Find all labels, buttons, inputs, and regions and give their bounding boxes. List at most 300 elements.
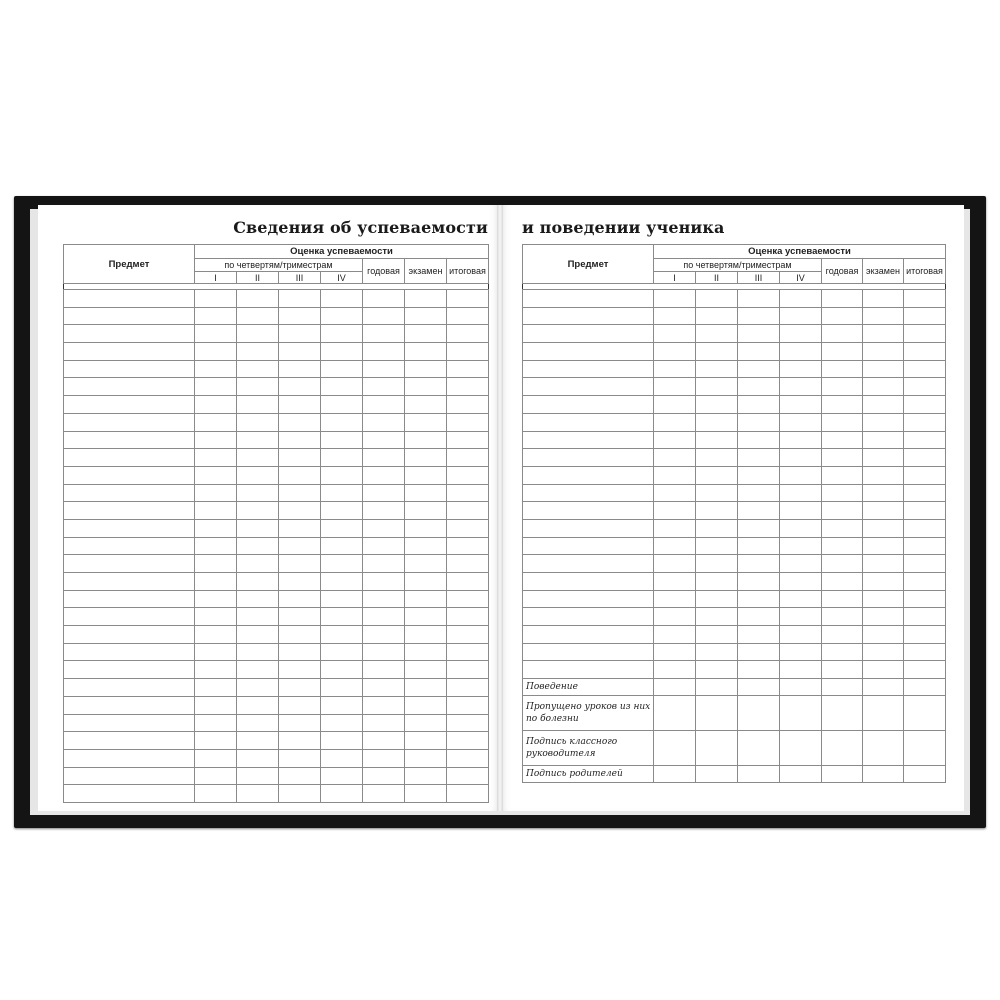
grade-cell	[405, 290, 447, 308]
grade-cell	[904, 378, 946, 396]
table-row	[64, 679, 489, 697]
subject-cell	[523, 325, 654, 343]
grade-cell	[822, 431, 863, 449]
grade-cell	[447, 661, 489, 679]
grade-cell	[321, 431, 363, 449]
grade-cell	[904, 484, 946, 502]
grade-cell	[447, 378, 489, 396]
grade-cell	[696, 484, 738, 502]
grade-cell	[738, 413, 780, 431]
grade-cell	[363, 360, 405, 378]
grade-cell	[822, 731, 863, 766]
grade-cell	[279, 749, 321, 767]
grade-cell	[321, 785, 363, 803]
grade-cell	[321, 555, 363, 573]
grade-cell	[780, 449, 822, 467]
grade-cell	[904, 555, 946, 573]
grade-cell	[738, 484, 780, 502]
grade-cell	[447, 573, 489, 591]
grade-cell	[279, 679, 321, 697]
subject-cell	[64, 767, 195, 785]
subject-cell	[64, 449, 195, 467]
table-row	[523, 449, 946, 467]
grade-cell	[279, 396, 321, 414]
grade-cell	[696, 290, 738, 308]
grade-cell	[780, 696, 822, 731]
table-row	[523, 466, 946, 484]
grade-cell	[195, 590, 237, 608]
grade-cell	[696, 449, 738, 467]
grade-cell	[822, 643, 863, 661]
grade-cell	[237, 767, 279, 785]
subject-cell	[64, 537, 195, 555]
grade-cell	[863, 679, 904, 696]
table-row	[523, 626, 946, 644]
grade-cell	[780, 325, 822, 343]
grade-cell	[654, 484, 696, 502]
right-table-body	[523, 290, 946, 783]
grade-cell	[822, 396, 863, 414]
extra-row-label: Подпись родителей	[523, 766, 654, 783]
grade-cell	[405, 714, 447, 732]
subject-cell	[523, 360, 654, 378]
grade-cell	[654, 679, 696, 696]
grade-cell	[738, 608, 780, 626]
grade-caption: Оценка успеваемости	[654, 245, 946, 259]
grade-cell	[654, 396, 696, 414]
grade-cell	[822, 484, 863, 502]
grade-cell	[195, 643, 237, 661]
grade-cell	[405, 378, 447, 396]
grade-cell	[405, 449, 447, 467]
grade-cell	[780, 431, 822, 449]
grade-cell	[904, 537, 946, 555]
grade-cell	[195, 396, 237, 414]
grade-cell	[447, 749, 489, 767]
grade-cell	[696, 537, 738, 555]
grade-cell	[363, 290, 405, 308]
grade-cell	[237, 360, 279, 378]
grade-cell	[237, 502, 279, 520]
grade-cell	[738, 626, 780, 644]
grade-cell	[822, 555, 863, 573]
subject-cell	[64, 519, 195, 537]
subject-cell	[523, 502, 654, 520]
grade-cell	[738, 396, 780, 414]
grade-cell	[904, 343, 946, 361]
grade-cell	[696, 396, 738, 414]
grade-cell	[279, 502, 321, 520]
grade-cell	[780, 643, 822, 661]
table-row	[64, 537, 489, 555]
subject-cell	[523, 396, 654, 414]
grade-cell	[780, 290, 822, 308]
grade-cell	[321, 714, 363, 732]
grade-cell	[738, 431, 780, 449]
subject-cell	[64, 696, 195, 714]
grade-cell	[279, 555, 321, 573]
table-row	[523, 360, 946, 378]
grade-cell	[237, 785, 279, 803]
grade-cell	[738, 343, 780, 361]
extra-row	[523, 766, 946, 783]
grade-cell	[904, 608, 946, 626]
grade-cell	[363, 555, 405, 573]
grade-cell	[321, 396, 363, 414]
grade-cell	[696, 590, 738, 608]
grade-cell	[780, 555, 822, 573]
right-page-title: и поведении ученика	[522, 218, 725, 237]
table-row	[64, 590, 489, 608]
grade-cell	[321, 502, 363, 520]
extra-row	[523, 696, 946, 731]
grade-cell	[654, 378, 696, 396]
grade-cell	[237, 661, 279, 679]
book-gutter	[497, 205, 503, 811]
grade-cell	[696, 502, 738, 520]
table-row	[64, 484, 489, 502]
grade-cell	[279, 661, 321, 679]
grade-cell	[195, 608, 237, 626]
grade-cell	[904, 731, 946, 766]
grade-cell	[780, 307, 822, 325]
subject-cell	[64, 661, 195, 679]
subject-cell	[64, 466, 195, 484]
grade-cell	[696, 608, 738, 626]
grade-cell	[822, 696, 863, 731]
subject-header: Предмет	[523, 245, 654, 284]
grade-cell	[447, 696, 489, 714]
grade-cell	[405, 466, 447, 484]
grade-cell	[237, 343, 279, 361]
grade-cell	[237, 608, 279, 626]
grade-cell	[363, 732, 405, 750]
grade-cell	[822, 766, 863, 783]
grade-cell	[405, 307, 447, 325]
grade-cell	[321, 360, 363, 378]
grade-cell	[405, 696, 447, 714]
grade-cell	[696, 731, 738, 766]
grade-cell	[863, 502, 904, 520]
grade-cell	[780, 766, 822, 783]
grade-cell	[405, 343, 447, 361]
grade-cell	[279, 449, 321, 467]
grade-cell	[363, 608, 405, 626]
grade-cell	[780, 502, 822, 520]
table-row	[523, 343, 946, 361]
grade-cell	[863, 573, 904, 591]
grade-cell	[321, 590, 363, 608]
grade-cell	[696, 766, 738, 783]
table-row	[523, 661, 946, 679]
grade-cell	[195, 679, 237, 697]
grade-cell	[654, 590, 696, 608]
subject-cell	[64, 555, 195, 573]
grade-cell	[822, 608, 863, 626]
grade-cell	[195, 732, 237, 750]
grade-cell	[279, 431, 321, 449]
subject-cell	[523, 643, 654, 661]
table-row	[64, 325, 489, 343]
subject-cell	[64, 343, 195, 361]
grade-cell	[738, 519, 780, 537]
subject-cell	[64, 396, 195, 414]
subject-cell	[523, 466, 654, 484]
grade-cell	[738, 679, 780, 696]
grade-cell	[321, 679, 363, 697]
grade-cell	[904, 413, 946, 431]
grade-cell	[863, 626, 904, 644]
grade-cell	[654, 502, 696, 520]
grade-cell	[237, 290, 279, 308]
grade-cell	[321, 449, 363, 467]
table-row	[523, 519, 946, 537]
grade-cell	[863, 466, 904, 484]
table-row	[64, 307, 489, 325]
quarter-2-header: II	[237, 272, 279, 284]
grade-cell	[904, 590, 946, 608]
grade-cell	[447, 290, 489, 308]
grade-cell	[738, 290, 780, 308]
grade-cell	[321, 466, 363, 484]
grade-cell	[279, 290, 321, 308]
grade-cell	[696, 360, 738, 378]
table-row	[64, 396, 489, 414]
grade-cell	[237, 732, 279, 750]
grade-cell	[363, 396, 405, 414]
grade-cell	[321, 307, 363, 325]
grade-cell	[363, 679, 405, 697]
grade-cell	[363, 785, 405, 803]
grade-cell	[279, 767, 321, 785]
grade-cell	[780, 537, 822, 555]
quarter-3-header: III	[738, 272, 780, 284]
subject-header: Предмет	[64, 245, 195, 284]
grade-cell	[738, 325, 780, 343]
grade-cell	[738, 307, 780, 325]
subject-cell	[64, 749, 195, 767]
grade-cell	[363, 307, 405, 325]
table-row	[64, 360, 489, 378]
grade-cell	[447, 519, 489, 537]
grade-cell	[822, 378, 863, 396]
grade-cell	[363, 714, 405, 732]
table-row	[523, 643, 946, 661]
grade-cell	[738, 590, 780, 608]
grade-cell	[279, 413, 321, 431]
grade-cell	[447, 413, 489, 431]
grade-cell	[321, 661, 363, 679]
grade-cell	[696, 643, 738, 661]
grade-cell	[780, 608, 822, 626]
grade-cell	[863, 431, 904, 449]
table-row	[64, 785, 489, 803]
grade-cell	[195, 484, 237, 502]
grade-cell	[405, 643, 447, 661]
grade-cell	[405, 519, 447, 537]
grade-cell	[822, 307, 863, 325]
grade-cell	[654, 696, 696, 731]
subject-cell	[64, 325, 195, 343]
quarter-3-header: III	[279, 272, 321, 284]
grade-cell	[237, 431, 279, 449]
grade-cell	[738, 573, 780, 591]
grade-cell	[279, 573, 321, 591]
grade-cell	[863, 766, 904, 783]
final-header: итоговая	[904, 259, 946, 284]
grade-cell	[279, 732, 321, 750]
table-row	[64, 661, 489, 679]
grade-cell	[237, 537, 279, 555]
grade-cell	[447, 537, 489, 555]
grade-cell	[654, 431, 696, 449]
grade-cell	[822, 502, 863, 520]
grade-cell	[738, 766, 780, 783]
subject-cell	[64, 590, 195, 608]
table-row	[523, 431, 946, 449]
subject-cell	[523, 343, 654, 361]
grade-cell	[405, 360, 447, 378]
table-row	[64, 767, 489, 785]
grade-cell	[405, 767, 447, 785]
grade-cell	[405, 537, 447, 555]
grade-cell	[447, 325, 489, 343]
grade-cell	[904, 290, 946, 308]
grade-cell	[447, 466, 489, 484]
subject-cell	[64, 431, 195, 449]
grade-cell	[237, 555, 279, 573]
subject-cell	[64, 484, 195, 502]
grade-cell	[447, 360, 489, 378]
grade-cell	[363, 696, 405, 714]
grade-cell	[654, 731, 696, 766]
grade-cell	[863, 360, 904, 378]
grade-cell	[696, 431, 738, 449]
grade-cell	[780, 679, 822, 696]
table-row	[523, 502, 946, 520]
subject-cell	[64, 785, 195, 803]
grade-cell	[279, 608, 321, 626]
grade-cell	[237, 396, 279, 414]
subject-cell	[523, 608, 654, 626]
table-row	[523, 378, 946, 396]
grade-cell	[321, 749, 363, 767]
grade-cell	[780, 396, 822, 414]
grade-cell	[447, 785, 489, 803]
grade-cell	[780, 466, 822, 484]
subject-cell	[523, 555, 654, 573]
grade-cell	[279, 696, 321, 714]
grade-cell	[863, 590, 904, 608]
annual-header: годовая	[363, 259, 405, 284]
table-row	[64, 573, 489, 591]
subject-cell	[523, 449, 654, 467]
grade-cell	[237, 714, 279, 732]
grade-cell	[738, 360, 780, 378]
grade-cell	[237, 378, 279, 396]
grade-cell	[654, 573, 696, 591]
grade-cell	[195, 413, 237, 431]
grade-cell	[863, 325, 904, 343]
grade-cell	[321, 608, 363, 626]
grade-cell	[321, 378, 363, 396]
grade-cell	[738, 643, 780, 661]
grade-cell	[904, 431, 946, 449]
grade-cell	[195, 360, 237, 378]
grade-cell	[321, 343, 363, 361]
grade-cell	[405, 484, 447, 502]
table-row	[523, 325, 946, 343]
table-row	[523, 396, 946, 414]
table-row	[64, 378, 489, 396]
grade-cell	[279, 590, 321, 608]
grade-cell	[405, 396, 447, 414]
subject-cell	[64, 679, 195, 697]
grade-cell	[822, 590, 863, 608]
grade-cell	[447, 767, 489, 785]
grade-cell	[738, 378, 780, 396]
grade-cell	[738, 661, 780, 679]
grade-cell	[822, 449, 863, 467]
subject-cell	[64, 360, 195, 378]
grade-cell	[654, 466, 696, 484]
table-row	[523, 413, 946, 431]
grade-cell	[780, 661, 822, 679]
grade-cell	[780, 731, 822, 766]
table-row	[64, 431, 489, 449]
grade-cell	[863, 449, 904, 467]
grade-cell	[696, 661, 738, 679]
grade-cell	[279, 360, 321, 378]
grade-cell	[195, 767, 237, 785]
grade-cell	[195, 466, 237, 484]
grade-cell	[696, 378, 738, 396]
grade-cell	[363, 325, 405, 343]
grade-cell	[696, 466, 738, 484]
grade-cell	[904, 643, 946, 661]
grade-cell	[904, 573, 946, 591]
grade-cell	[696, 413, 738, 431]
grade-cell	[405, 555, 447, 573]
grade-cell	[904, 396, 946, 414]
grade-cell	[237, 325, 279, 343]
table-row	[64, 732, 489, 750]
grade-cell	[447, 449, 489, 467]
grade-cell	[195, 785, 237, 803]
table-row	[64, 290, 489, 308]
table-row	[64, 519, 489, 537]
grade-cell	[822, 573, 863, 591]
subject-cell	[523, 307, 654, 325]
table-row	[64, 555, 489, 573]
grade-cell	[321, 767, 363, 785]
grade-cell	[321, 290, 363, 308]
grade-cell	[447, 714, 489, 732]
grade-cell	[405, 749, 447, 767]
grade-cell	[279, 466, 321, 484]
grade-cell	[447, 626, 489, 644]
extra-row	[523, 679, 946, 696]
subject-cell	[64, 413, 195, 431]
grade-cell	[822, 343, 863, 361]
grade-cell	[654, 608, 696, 626]
exam-header: экзамен	[405, 259, 447, 284]
table-row	[64, 413, 489, 431]
grade-cell	[363, 573, 405, 591]
grade-cell	[405, 608, 447, 626]
grade-cell	[279, 484, 321, 502]
grade-cell	[447, 590, 489, 608]
